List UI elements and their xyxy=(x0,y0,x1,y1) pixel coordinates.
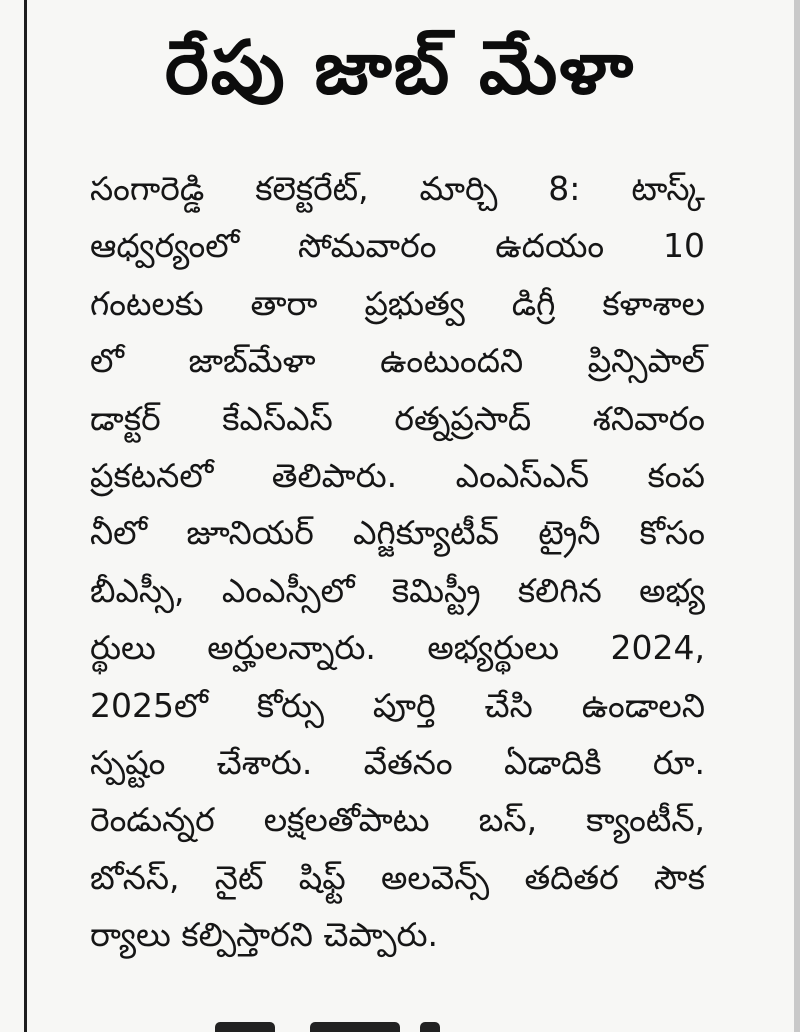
article-line-9: ర్థులు అర్హులన్నారు. అభ్యర్థులు 2024, xyxy=(90,628,705,668)
cropped-glyph-3 xyxy=(420,1022,440,1032)
article-line-4: లో జాబ్‌మేళా ఉంటుందని ప్రిన్సిపాల్ xyxy=(90,341,705,381)
cropped-glyph-2 xyxy=(310,1022,400,1032)
article-line-11: స్పష్టం చేశారు. వేతనం ఏడాదికి రూ. xyxy=(90,742,705,782)
article-line-1: సంగారెడ్డి కలెక్టరేట్, మార్చి 8: టాస్క్ xyxy=(90,169,705,208)
column-rule-left xyxy=(24,0,27,1032)
article-line-5: డాక్టర్ కేఎస్ఎస్ రత్నప్రసాద్ శనివారం xyxy=(90,398,705,438)
article-line-6: ప్రకటనలో తెలిపారు. ఎంఎస్ఎన్ కంప xyxy=(90,455,705,495)
article-body xyxy=(90,160,705,963)
article-line-8: బీఎస్సీ, ఎంఎస్సీలో కెమిస్ట్రీ కలిగిన అభ్య xyxy=(90,570,705,610)
article-line-12: రెండున్నర లక్షలతోపాటు బస్, క్యాంటీన్, xyxy=(90,800,705,840)
article-line-13: బోనస్, నైట్ షిఫ్ట్ అలవెన్స్ తదితర సౌక xyxy=(90,857,705,897)
article-line-10: 2025లో కోర్సు పూర్తి చేసి ఉండాలని xyxy=(90,685,705,725)
page-edge-right xyxy=(794,0,800,1032)
headline: రేపు జాబ్ మేళా xyxy=(164,25,636,111)
article-line-2: ఆధ్వర్యంలో సోమవారం ఉదయం 10 xyxy=(90,226,705,266)
article-line-7: నీలో జూనియర్ ఎగ్జిక్యూటీవ్ ట్రైనీ కోసం xyxy=(90,513,705,553)
article-line-3: గంటలకు తారా ప్రభుత్వ డిగ్రీ కళాశాల xyxy=(90,283,705,323)
article-line-14: ర్యాలు కల్పిస్తారని చెప్పారు. xyxy=(90,915,439,955)
cropped-glyph-1 xyxy=(215,1022,275,1032)
cropped-next-headline xyxy=(215,1022,445,1032)
